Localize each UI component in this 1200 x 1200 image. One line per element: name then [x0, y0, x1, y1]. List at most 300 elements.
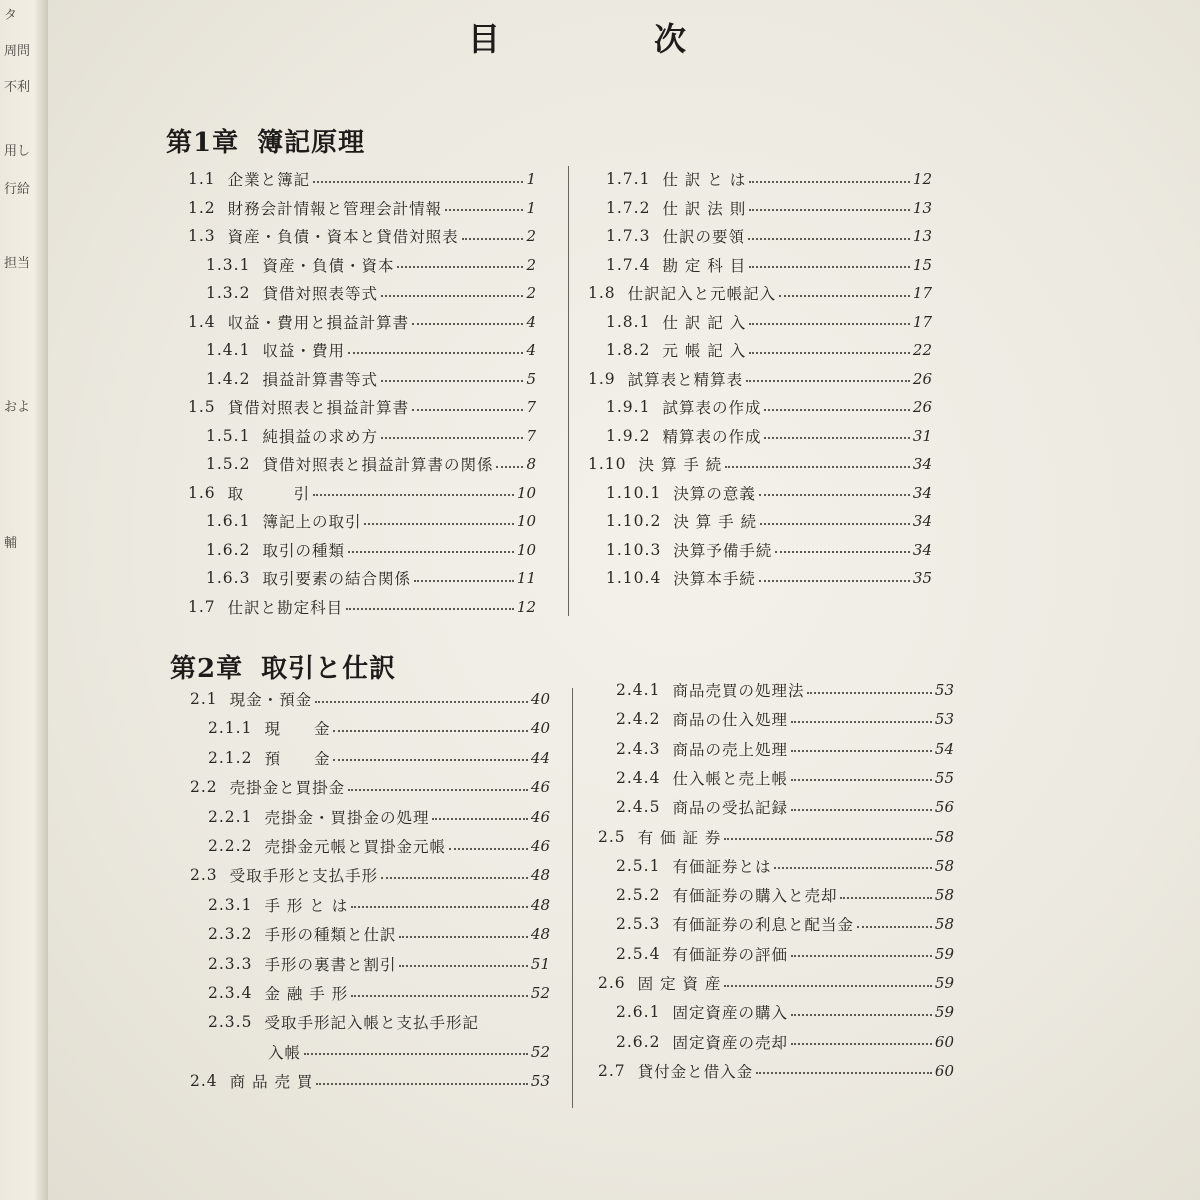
toc-entry-page: 44 [530, 748, 550, 767]
leader-dots [351, 994, 528, 997]
toc-entry-page: 56 [934, 798, 954, 817]
toc-entry-page: 46 [530, 807, 550, 826]
toc-entry[interactable] [208, 1010, 550, 1034]
toc-entry[interactable] [188, 167, 536, 191]
toc-entry-number: 2.3 [190, 866, 218, 885]
toc-entry-page: 58 [934, 827, 954, 846]
toc-entry[interactable] [606, 424, 932, 448]
toc-entry-title: 金 融 手 形 [264, 985, 349, 1003]
toc-entry-title: 収益・費用 [262, 342, 345, 360]
toc-entry-number: 2.3.1 [208, 895, 253, 914]
leader-dots [791, 808, 932, 811]
leader-dots [399, 935, 527, 938]
leader-dots [313, 493, 514, 496]
toc-entry-title: 仕 訳 法 則 [662, 199, 747, 218]
leader-dots [840, 896, 931, 899]
chapter-number: 第2章 [170, 654, 244, 684]
toc-entry[interactable] [616, 737, 954, 761]
toc-entry-number: 2.5 [598, 827, 626, 846]
toc-entry-page: 34 [912, 512, 932, 530]
toc-entry-number: 2.3.5 [208, 1013, 253, 1032]
toc-entry[interactable] [188, 224, 536, 248]
chapter-1-heading [166, 122, 365, 159]
leader-dots [304, 1052, 528, 1055]
toc-entry[interactable] [206, 424, 536, 448]
toc-entry-page: 10 [516, 512, 536, 530]
toc-entry[interactable] [606, 224, 932, 248]
leader-dots [315, 700, 528, 703]
toc-entry[interactable] [188, 395, 536, 419]
leader-dots [756, 1071, 932, 1074]
toc-entry[interactable] [206, 509, 536, 533]
leader-dots [807, 691, 931, 694]
toc-entry[interactable] [208, 952, 550, 976]
toc-entry[interactable] [616, 854, 954, 878]
toc-entry-page: 51 [530, 954, 550, 973]
toc-entry-page: 34 [912, 540, 932, 559]
toc-entry-page: 26 [912, 398, 932, 416]
toc-entry-page: 17 [912, 284, 932, 302]
leader-dots [759, 579, 910, 582]
toc-entry-page: 48 [530, 925, 550, 944]
toc-entry-page: 58 [934, 886, 954, 905]
toc-entry-number: 2.5.4 [616, 944, 661, 963]
toc-entry-title: 手形の裏書と割引 [264, 955, 397, 974]
chapter-title: 取引と仕訳 [261, 654, 397, 684]
toc-entry[interactable] [208, 834, 550, 858]
toc-entry-number: 2.3.3 [208, 954, 253, 973]
toc-entry-title: 取引要素の結合関係 [262, 570, 411, 588]
toc-entry-title: 売掛金元帳と買掛金元帳 [264, 838, 446, 856]
toc-entry-number: 1.7 [188, 597, 216, 616]
leader-dots [381, 436, 523, 439]
toc-entry-number: 2.5.1 [616, 856, 661, 875]
toc-entry[interactable] [208, 922, 550, 946]
toc-entry-page: 10 [516, 483, 536, 502]
toc-entry-title: 有価証券の評価 [672, 945, 788, 964]
toc-entry-page: 5 [526, 369, 536, 388]
toc-entry-title: 有 価 証 券 [637, 828, 722, 847]
toc-entry[interactable] [188, 481, 536, 505]
toc-entry-page: 54 [934, 739, 954, 758]
toc-entry-title: 仕訳の要領 [662, 228, 745, 246]
toc-entry-title: 試算表と精算表 [627, 370, 744, 389]
toc-entry-title: 商品の受払記録 [672, 799, 788, 818]
toc-entry-page: 4 [526, 312, 536, 331]
toc-entry[interactable] [206, 338, 536, 362]
toc-entry-title: 決 算 手 続 [638, 456, 723, 474]
page-title-char: 目 [468, 20, 503, 58]
chapter-title: 簿記原理 [257, 128, 366, 158]
toc-entry-page: 59 [934, 1003, 954, 1022]
toc-entry-page: 48 [530, 866, 550, 885]
toc-entry-title: 仕 訳 と は [662, 171, 747, 189]
toc-entry-number: 1.5 [188, 398, 216, 416]
toc-entry-title: 貸借対照表等式 [262, 285, 378, 303]
toc-entry-title: 手 形 と は [264, 896, 349, 915]
chapter-number: 第1章 [166, 128, 240, 158]
toc-entry[interactable] [616, 912, 954, 936]
toc-entry-number: 1.3 [188, 227, 216, 245]
toc-entry-title: 簿記上の取引 [262, 513, 362, 531]
toc-entry-page: 12 [516, 597, 536, 616]
toc-entry-page: 7 [526, 426, 536, 445]
toc-entry-number: 2.1 [190, 690, 218, 708]
leader-dots [412, 408, 523, 411]
leader-dots [760, 522, 910, 525]
toc-entry-number: 1.10.2 [606, 512, 662, 530]
toc-entry[interactable] [616, 942, 954, 966]
toc-entry-page: 60 [934, 1032, 954, 1051]
toc-entry[interactable] [588, 367, 932, 391]
toc-entry[interactable] [606, 566, 932, 590]
toc-entry[interactable] [606, 310, 932, 334]
leader-dots [749, 180, 910, 183]
toc-entry-page: 35 [912, 569, 932, 587]
toc-entry-number: 2.1.2 [208, 748, 253, 767]
toc-entry[interactable] [616, 766, 954, 790]
leader-dots [449, 847, 528, 850]
facing-page-fragment: 行給 [4, 182, 31, 197]
leader-dots [432, 817, 527, 820]
toc-entry[interactable] [606, 395, 932, 419]
leader-dots [346, 607, 514, 610]
toc-entry[interactable] [588, 452, 932, 476]
toc-entry[interactable] [208, 805, 550, 829]
toc-entry-title: 手形の種類と仕訳 [264, 926, 397, 945]
toc-entry[interactable] [616, 883, 954, 907]
toc-entry-number: 2.3.4 [208, 984, 253, 1002]
toc-entry-number: 2.3.2 [208, 925, 253, 944]
column-divider [572, 688, 573, 1108]
toc-entry-title: 受取手形と支払手形 [229, 867, 379, 886]
leader-dots [775, 550, 910, 553]
toc-entry-number: 2.2 [190, 778, 218, 797]
toc-entry-page: 60 [934, 1061, 954, 1080]
leader-dots [412, 322, 523, 325]
toc-entry-page: 52 [530, 984, 550, 1002]
leader-dots [364, 522, 513, 525]
toc-entry-number: 1.2 [188, 198, 216, 217]
toc-entry-page: 58 [934, 915, 954, 934]
toc-entry-number: 2.7 [598, 1061, 626, 1080]
leader-dots [779, 294, 910, 297]
leader-dots [399, 964, 527, 967]
toc-entry[interactable] [616, 678, 954, 702]
toc-entry-page: 4 [526, 341, 536, 359]
toc-entry-number: 2.6.2 [616, 1032, 661, 1051]
toc-entry-title: 貸付金と借入金 [637, 1062, 754, 1081]
leader-dots [414, 579, 514, 582]
toc-entry-title: 取引の種類 [262, 541, 345, 560]
toc-entry-number: 2.4.2 [616, 710, 661, 729]
leader-dots [791, 1042, 932, 1045]
leader-dots [774, 866, 931, 869]
toc-entry-page: 12 [912, 170, 932, 188]
toc-entry[interactable] [208, 746, 550, 770]
toc-entry-title: 貸借対照表と損益計算書 [227, 399, 410, 417]
leader-dots [313, 180, 523, 183]
toc-entry-title: 損益計算書等式 [262, 370, 378, 389]
toc-entry-title: 財務会計情報と管理会計情報 [227, 199, 443, 218]
toc-entry-page: 34 [912, 455, 932, 473]
toc-entry-title: 仕 訳 記 入 [662, 313, 747, 332]
toc-entry-page: 48 [530, 895, 550, 914]
toc-entry[interactable] [206, 538, 536, 562]
toc-entry[interactable] [206, 452, 536, 476]
leader-dots [348, 351, 523, 354]
leader-dots [316, 1082, 527, 1085]
toc-entry-title: 決算予備手続 [673, 541, 773, 560]
leader-dots [397, 265, 523, 268]
toc-entry-page: 59 [934, 974, 954, 992]
toc-entry[interactable] [206, 367, 536, 391]
toc-entry-number: 1.4.1 [206, 341, 251, 359]
toc-entry-title: 売掛金・買掛金の処理 [264, 808, 430, 827]
toc-entry[interactable] [616, 795, 954, 819]
toc-entry-title: 有価証券の購入と売却 [672, 887, 838, 906]
toc-entry[interactable] [598, 825, 954, 849]
toc-entry[interactable] [206, 566, 536, 590]
toc-entry-page: 11 [516, 569, 536, 587]
toc-entry-page: 13 [912, 198, 932, 217]
toc-entry-title: 固定資産の購入 [672, 1004, 788, 1023]
toc-entry-number: 1.5.1 [206, 426, 251, 445]
toc-entry-title: 決算本手続 [673, 570, 756, 588]
toc-entry-title: 商品売買の処理法 [672, 682, 805, 700]
toc-entry[interactable] [208, 893, 550, 917]
toc-entry-number: 1.6.3 [206, 569, 251, 587]
leader-dots [791, 778, 932, 781]
toc-entry[interactable] [606, 167, 932, 191]
facing-page-fragment: およ [4, 400, 31, 415]
toc-entry-page: 15 [912, 255, 932, 274]
facing-page-fragment: 担当 [4, 256, 31, 271]
toc-entry-title: 売掛金と買掛金 [229, 779, 346, 798]
toc-entry-page: 26 [912, 369, 932, 388]
toc-entry-number: 1.3.2 [206, 284, 251, 302]
toc-entry-title: 純損益の求め方 [262, 427, 378, 446]
toc-entry-title: 商 品 売 買 [229, 1073, 314, 1092]
toc-entry[interactable] [598, 971, 954, 995]
toc-entry-number: 1.5.2 [206, 455, 251, 473]
toc-entry-page: 40 [530, 690, 550, 708]
toc-entry-page: 58 [934, 856, 954, 875]
toc-entry-number: 2.1.1 [208, 719, 253, 738]
leader-dots [749, 265, 910, 268]
toc-entry[interactable] [188, 196, 536, 220]
toc-entry-number: 1.6.1 [206, 512, 251, 530]
toc-entry[interactable] [188, 310, 536, 334]
toc-entry-title: 仕訳記入と元帳記入 [627, 285, 777, 303]
facing-page-fragment: 不利 [4, 80, 31, 95]
toc-entry-page: 31 [912, 426, 932, 445]
toc-entry[interactable] [190, 687, 550, 711]
toc-entry[interactable] [588, 281, 932, 305]
toc-entry-page: 34 [912, 483, 932, 502]
toc-entry-title: 取 引 [227, 484, 311, 503]
toc-entry-number: 1.1 [188, 170, 216, 188]
toc-entry-title: 勘 定 科 目 [662, 256, 747, 275]
toc-entry-page: 2 [526, 255, 536, 274]
toc-entry-number: 1.4 [188, 312, 216, 331]
leader-dots [749, 322, 910, 325]
facing-page-fragment: 輔 [4, 536, 18, 551]
toc-entry[interactable] [206, 253, 536, 277]
leader-dots [759, 493, 910, 496]
toc-entry-title: 固 定 資 産 [637, 975, 722, 993]
toc-entry-number: 2.4.4 [616, 768, 661, 787]
toc-entry-number: 1.10.1 [606, 483, 662, 502]
toc-entry-number: 1.7.3 [606, 227, 651, 245]
toc-entry-title: 入帳 [268, 1043, 302, 1062]
toc-entry[interactable] [616, 1000, 954, 1024]
leader-dots [791, 749, 932, 752]
toc-entry-title: 預 金 [264, 749, 331, 768]
leader-dots [351, 905, 528, 908]
toc-entry-title: 受取手形記入帳と支払手形記 [264, 1014, 479, 1033]
toc-entry-number: 2.5.3 [616, 915, 661, 934]
toc-entry[interactable] [606, 196, 932, 220]
toc-entry-page: 59 [934, 944, 954, 963]
toc-entry[interactable] [598, 1059, 954, 1083]
leader-dots [333, 729, 527, 732]
toc-entry-title: 資産・負債・資本と貸借対照表 [227, 228, 459, 246]
toc-entry-number: 1.6 [188, 483, 216, 502]
toc-entry-title: 商品の仕入処理 [672, 711, 788, 730]
toc-entry-number: 2.6.1 [616, 1003, 661, 1022]
leader-dots [333, 758, 527, 761]
leader-dots [791, 1013, 932, 1016]
toc-entry-page: 13 [912, 227, 932, 245]
leader-dots [445, 208, 523, 211]
toc-entry-page: 22 [912, 341, 932, 359]
toc-entry-page: 52 [530, 1042, 550, 1061]
toc-entry[interactable] [606, 538, 932, 562]
toc-entry-title: 試算表の作成 [662, 399, 762, 417]
toc-entry-title: 有価証券とは [672, 857, 772, 876]
toc-entry-title: 仕入帳と売上帳 [672, 769, 788, 788]
toc-entry-number: 1.10.4 [606, 569, 662, 587]
toc-entry[interactable] [606, 253, 932, 277]
toc-entry-number: 1.9.2 [606, 426, 651, 445]
toc-entry-number: 1.9 [588, 369, 616, 388]
leader-dots [764, 408, 909, 411]
toc-entry-title: 資産・負債・資本 [262, 256, 395, 275]
toc-entry-title: 有価証券の利息と配当金 [672, 916, 854, 935]
toc-entry-page: 8 [526, 455, 536, 473]
toc-entry-title: 商品の売上処理 [672, 740, 788, 759]
page-title-char: 次 [653, 20, 688, 58]
toc-entry-number: 2.4.5 [616, 798, 661, 817]
toc-entry-page: 53 [934, 681, 954, 699]
toc-entry-number: 1.8 [588, 284, 616, 302]
leader-dots [381, 876, 528, 879]
toc-entry-page: 53 [934, 710, 954, 729]
toc-entry[interactable] [616, 1030, 954, 1054]
toc-entry-title: 貸借対照表と損益計算書の関係 [262, 456, 494, 474]
toc-page [48, 0, 1200, 1200]
toc-entry-page: 55 [934, 768, 954, 787]
toc-entry-title: 現金・預金 [229, 691, 313, 709]
leader-dots [749, 351, 910, 354]
toc-entry-title: 仕訳と勘定科目 [227, 598, 344, 617]
toc-entry-number: 2.5.2 [616, 886, 661, 905]
toc-entry-number: 1.8.1 [606, 312, 651, 331]
facing-page-fragment: タ [4, 8, 18, 23]
leader-dots [724, 837, 931, 840]
toc-entry-number: 2.2.1 [208, 807, 253, 826]
facing-page-fragment: 用し [4, 144, 31, 159]
toc-entry[interactable] [606, 481, 932, 505]
toc-entry-page: 2 [526, 284, 536, 302]
toc-entry-page: 46 [530, 778, 550, 797]
toc-entry[interactable] [190, 775, 550, 799]
toc-entry[interactable] [208, 716, 550, 740]
toc-entry-title: 収益・費用と損益計算書 [227, 313, 410, 332]
toc-entry-page: 53 [530, 1072, 550, 1091]
leader-dots [764, 436, 909, 439]
toc-entry-number: 1.9.1 [606, 398, 651, 416]
toc-entry-number: 1.4.2 [206, 369, 251, 388]
toc-entry-title: 企業と簿記 [227, 171, 311, 189]
facing-page-edge [0, 0, 48, 1200]
toc-entry-number: 1.8.2 [606, 341, 651, 359]
leader-dots [348, 788, 528, 791]
toc-entry-number: 1.10 [588, 455, 627, 473]
leader-dots [746, 379, 910, 382]
toc-entry[interactable] [206, 281, 536, 305]
toc-entry-page: 1 [526, 170, 536, 188]
toc-entry[interactable] [606, 338, 932, 362]
leader-dots [496, 465, 523, 468]
leader-dots [348, 550, 514, 553]
leader-dots [381, 379, 523, 382]
toc-entry-page: 1 [526, 198, 536, 217]
toc-entry-number: 2.4.1 [616, 681, 661, 699]
toc-entry[interactable] [268, 1040, 550, 1064]
leader-dots [791, 720, 932, 723]
toc-entry-number: 1.7.1 [606, 170, 651, 188]
leader-dots [724, 984, 931, 987]
toc-entry-number: 1.3.1 [206, 255, 251, 274]
leader-dots [748, 237, 910, 240]
leader-dots [725, 465, 910, 468]
page-title [468, 14, 688, 60]
toc-entry-number: 1.6.2 [206, 540, 251, 559]
toc-entry-number: 1.10.3 [606, 540, 662, 559]
leader-dots [462, 237, 524, 240]
toc-entry[interactable] [208, 981, 550, 1005]
chapter-2-heading [170, 648, 396, 685]
column-divider [568, 166, 569, 616]
toc-entry-title: 精算表の作成 [662, 427, 762, 446]
toc-entry-number: 2.4.3 [616, 739, 661, 758]
leader-dots [857, 925, 932, 928]
toc-entry-number: 1.7.4 [606, 255, 651, 274]
leader-dots [381, 294, 523, 297]
toc-entry[interactable] [616, 707, 954, 731]
toc-entry-page: 7 [526, 398, 536, 416]
toc-entry[interactable] [190, 863, 550, 887]
toc-entry[interactable] [190, 1069, 550, 1093]
toc-entry-title: 決 算 手 続 [673, 513, 758, 531]
toc-entry[interactable] [188, 595, 536, 619]
toc-entry-title: 決算の意義 [673, 484, 756, 503]
toc-entry[interactable] [606, 509, 932, 533]
leader-dots [749, 208, 910, 211]
toc-entry-number: 2.2.2 [208, 837, 253, 855]
